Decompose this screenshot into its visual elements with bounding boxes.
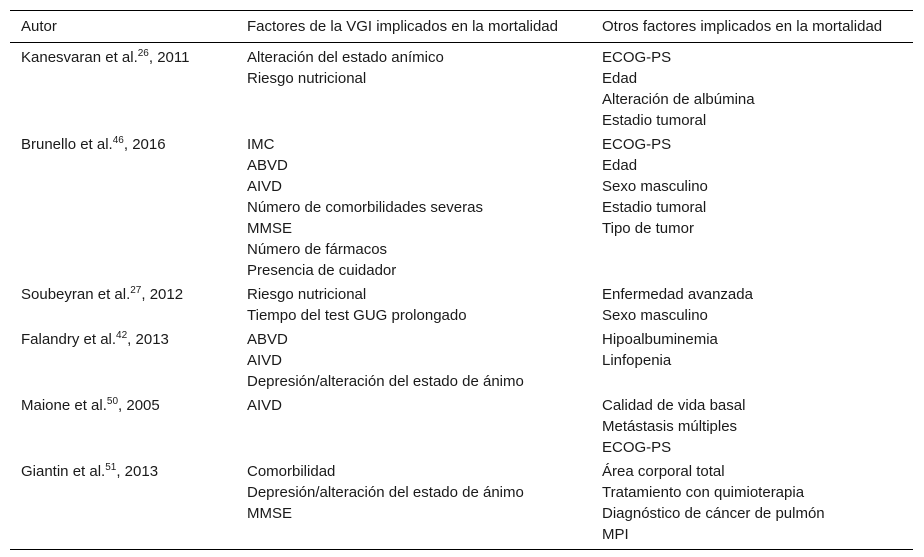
other-factor-item: Hipoalbuminemia — [602, 331, 718, 348]
table-header — [10, 11, 913, 43]
other-factor-item: MPI — [602, 526, 629, 543]
vgi-factor-item: AIVD — [247, 397, 283, 414]
other-factor-item: ECOG-PS — [602, 439, 672, 456]
table-row — [10, 458, 913, 550]
other-factor-item: Calidad de vida basal — [602, 397, 746, 414]
other-factor-item: Estadio tumoral — [602, 199, 707, 216]
vgi-factor-item: MMSE — [247, 505, 292, 522]
author-name: Kanesvaran et al. — [21, 49, 138, 66]
author-cell — [10, 392, 236, 458]
vgi-factors-cell — [236, 392, 591, 458]
vgi-factor-item: Depresión/alteración del estado de ánimo — [247, 484, 524, 501]
other-factor-item: ECOG-PS — [602, 49, 672, 66]
vgi-factor-item: AIVD — [247, 352, 283, 369]
reference-number: 50 — [106, 396, 119, 407]
other-factor-item: Tipo de tumor — [602, 220, 694, 237]
vgi-factor-item: Riesgo nutricional — [247, 70, 367, 87]
other-factor-item: Estadio tumoral — [602, 112, 707, 129]
vgi-factor-item: Comorbilidad — [247, 463, 336, 480]
vgi-factor-item: Número de comorbilidades severas — [247, 199, 483, 216]
other-factors-cell — [591, 43, 913, 132]
reference-number: 27 — [130, 285, 142, 296]
publication-year: , 2012 — [141, 286, 184, 303]
other-factor-item: Sexo masculino — [602, 307, 708, 324]
vgi-factors-cell — [236, 326, 591, 392]
other-factors-cell — [591, 326, 913, 392]
author-cell — [10, 281, 236, 326]
author-cell — [10, 43, 236, 132]
mortality-factors-table — [10, 10, 913, 550]
reference-number: 51 — [105, 462, 117, 473]
other-factor-item: Linfopenia — [602, 352, 672, 369]
other-factor-item: Tratamiento con quimioterapia — [602, 484, 805, 501]
header-row — [10, 11, 913, 43]
table-row — [10, 281, 913, 326]
publication-year: , 2013 — [116, 463, 159, 480]
vgi-factor-item: IMC — [247, 136, 275, 153]
publication-year: , 2013 — [127, 331, 169, 348]
mortality-factors-table-container — [10, 10, 913, 550]
other-factor-item: Sexo masculino — [602, 178, 708, 195]
reference-number: 26 — [137, 48, 149, 59]
other-factor-item: Edad — [602, 70, 638, 87]
other-factors-cell — [591, 131, 913, 281]
table-row — [10, 326, 913, 392]
other-factors-cell — [591, 392, 913, 458]
other-factors-cell — [591, 281, 913, 326]
vgi-factor-item: AIVD — [247, 178, 283, 195]
author-name: Brunello et al. — [21, 136, 113, 153]
publication-year: , 2011 — [148, 49, 190, 66]
vgi-factors-cell — [236, 131, 591, 281]
author-name: Giantin et al. — [21, 463, 106, 480]
vgi-factors-cell — [236, 281, 591, 326]
vgi-factor-item: Tiempo del test GUG prolongado — [247, 307, 467, 324]
other-factor-item: Alteración de albúmina — [602, 91, 755, 108]
author-cell — [10, 131, 236, 281]
publication-year: , 2005 — [118, 397, 160, 414]
table-row — [10, 131, 913, 281]
other-factor-item: Edad — [602, 157, 638, 174]
other-factor-item: ECOG-PS — [602, 136, 672, 153]
reference-number: 46 — [112, 135, 124, 146]
publication-year: , 2016 — [123, 136, 166, 153]
vgi-factor-item: Número de fármacos — [247, 241, 388, 258]
other-factor-item: Metástasis múltiples — [602, 418, 738, 435]
author-name: Maione et al. — [21, 397, 107, 414]
vgi-factor-item: Riesgo nutricional — [247, 286, 367, 303]
column-header-other-factors: Otros factores implicados en la mortalidad — [602, 18, 883, 35]
vgi-factors-cell — [236, 43, 591, 132]
column-header-vgi-factors: Factores de la VGI implicados en la mortalidad — [247, 18, 558, 35]
table-row — [10, 392, 913, 458]
vgi-factor-item: MMSE — [247, 220, 292, 237]
other-factor-item: Enfermedad avanzada — [602, 286, 753, 303]
other-factors-cell — [591, 458, 913, 550]
other-factor-item: Diagnóstico de cáncer de pulmón — [602, 505, 825, 522]
author-name: Falandry et al. — [21, 331, 117, 348]
vgi-factor-item: Presencia de cuidador — [247, 262, 397, 279]
vgi-factors-cell — [236, 458, 591, 550]
vgi-factor-item: Alteración del estado anímico — [247, 49, 444, 66]
other-factor-item: Área corporal total — [602, 463, 725, 480]
author-cell — [10, 458, 236, 550]
table-row — [10, 43, 913, 132]
author-name: Soubeyran et al. — [21, 286, 131, 303]
vgi-factor-item: ABVD — [247, 157, 288, 174]
reference-number: 42 — [116, 330, 128, 341]
column-header-author: Autor — [21, 18, 57, 35]
author-cell — [10, 326, 236, 392]
vgi-factor-item: Depresión/alteración del estado de ánimo — [247, 373, 524, 390]
table-body — [10, 43, 913, 550]
vgi-factor-item: ABVD — [247, 331, 288, 348]
